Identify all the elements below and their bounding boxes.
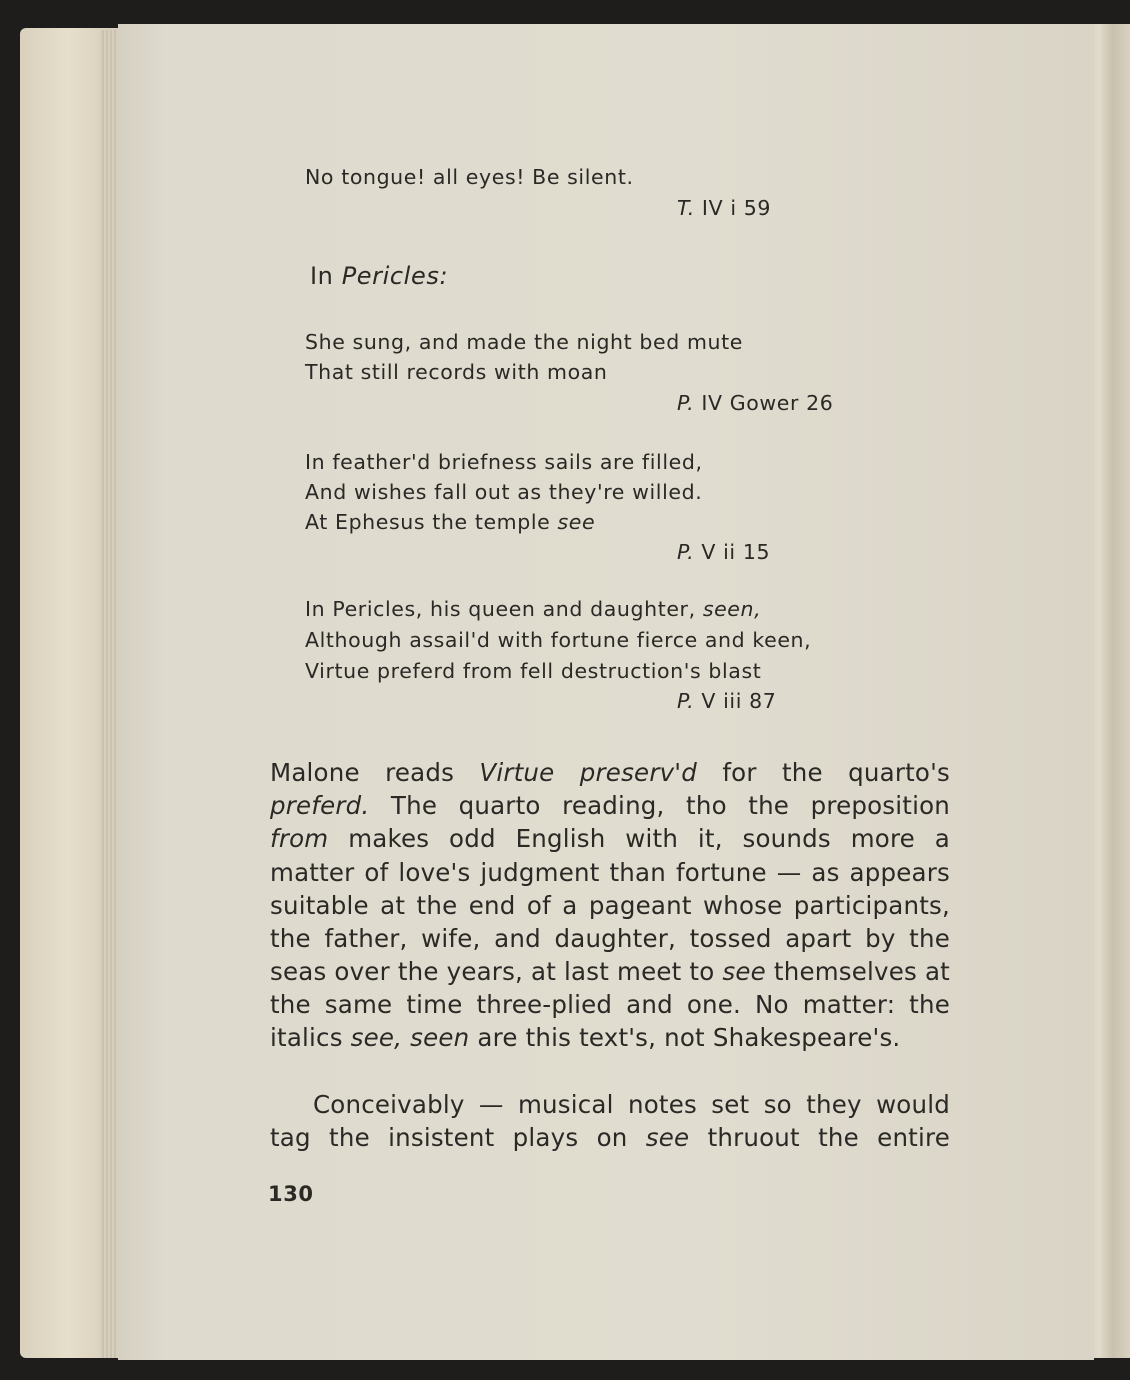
paragraph-line: seas over the years, at last meet to see themselves at bbox=[270, 957, 950, 986]
quote-1-reference bbox=[677, 196, 771, 220]
page-number: 130 bbox=[268, 1182, 314, 1206]
paragraph-line: the same time three-plied and one. No matter: the bbox=[270, 990, 950, 1019]
quote-3-line-1: In feather'd briefness sails are filled, bbox=[305, 450, 703, 474]
verse-text: At Ephesus the temple bbox=[305, 510, 558, 534]
quote-4-line-3: Virtue preferd from fell destruction's blast bbox=[305, 659, 762, 683]
paragraph-line: italics see, seen are this text's, not Shakespeare's. bbox=[270, 1023, 901, 1052]
ref-location: V iii 87 bbox=[694, 689, 777, 713]
book-page bbox=[118, 24, 1094, 1360]
paragraph-line: Malone reads Virtue preserv'd for the quarto's bbox=[270, 758, 950, 787]
quote-2-reference bbox=[677, 391, 833, 415]
paragraph-line: the father, wife, and daughter, tossed apart by the bbox=[270, 924, 950, 953]
quote-4-line-2: Although assail'd with fortune fierce and keen, bbox=[305, 628, 812, 652]
heading-suffix: : bbox=[439, 262, 449, 290]
section-heading bbox=[310, 262, 448, 290]
paragraph-line: suitable at the end of a pageant whose participants, bbox=[270, 891, 950, 920]
quote-4-reference bbox=[677, 689, 776, 713]
quote-2-line-1: She sung, and made the night bed mute bbox=[305, 330, 743, 354]
ref-abbreviation: P. bbox=[677, 391, 695, 415]
quote-1-line-1: No tongue! all eyes! Be silent. bbox=[305, 165, 634, 189]
paragraph-line: tag the insistent plays on see thruout the entire bbox=[270, 1123, 950, 1152]
paragraph-line: preferd. The quarto reading, tho the preposition bbox=[270, 791, 950, 820]
heading-prefix: In bbox=[310, 262, 342, 290]
quote-3-reference bbox=[677, 540, 770, 564]
quote-3-line-2: And wishes fall out as they're willed. bbox=[305, 480, 703, 504]
paragraph-line: Conceivably — musical notes set so they would bbox=[313, 1090, 950, 1119]
quote-2-line-2: That still records with moan bbox=[305, 360, 608, 384]
ref-location: IV i 59 bbox=[694, 196, 772, 220]
paragraph-line: from makes odd English with it, sounds more a bbox=[270, 824, 950, 853]
heading-title: Pericles bbox=[341, 262, 440, 290]
verse-text: In Pericles, his queen and daughter, bbox=[305, 597, 703, 621]
ref-abbreviation: P. bbox=[677, 540, 695, 564]
ref-location: V ii 15 bbox=[694, 540, 771, 564]
quote-4-line-1 bbox=[305, 597, 761, 621]
quote-3-line-3 bbox=[305, 510, 595, 534]
ref-abbreviation: P. bbox=[677, 689, 695, 713]
verse-italic: seen, bbox=[702, 597, 762, 621]
verse-italic: see bbox=[557, 510, 596, 534]
paragraph-line: matter of love's judgment than fortune — as appears bbox=[270, 858, 950, 887]
ref-location: IV Gower 26 bbox=[694, 391, 834, 415]
ref-abbreviation: T. bbox=[677, 196, 695, 220]
